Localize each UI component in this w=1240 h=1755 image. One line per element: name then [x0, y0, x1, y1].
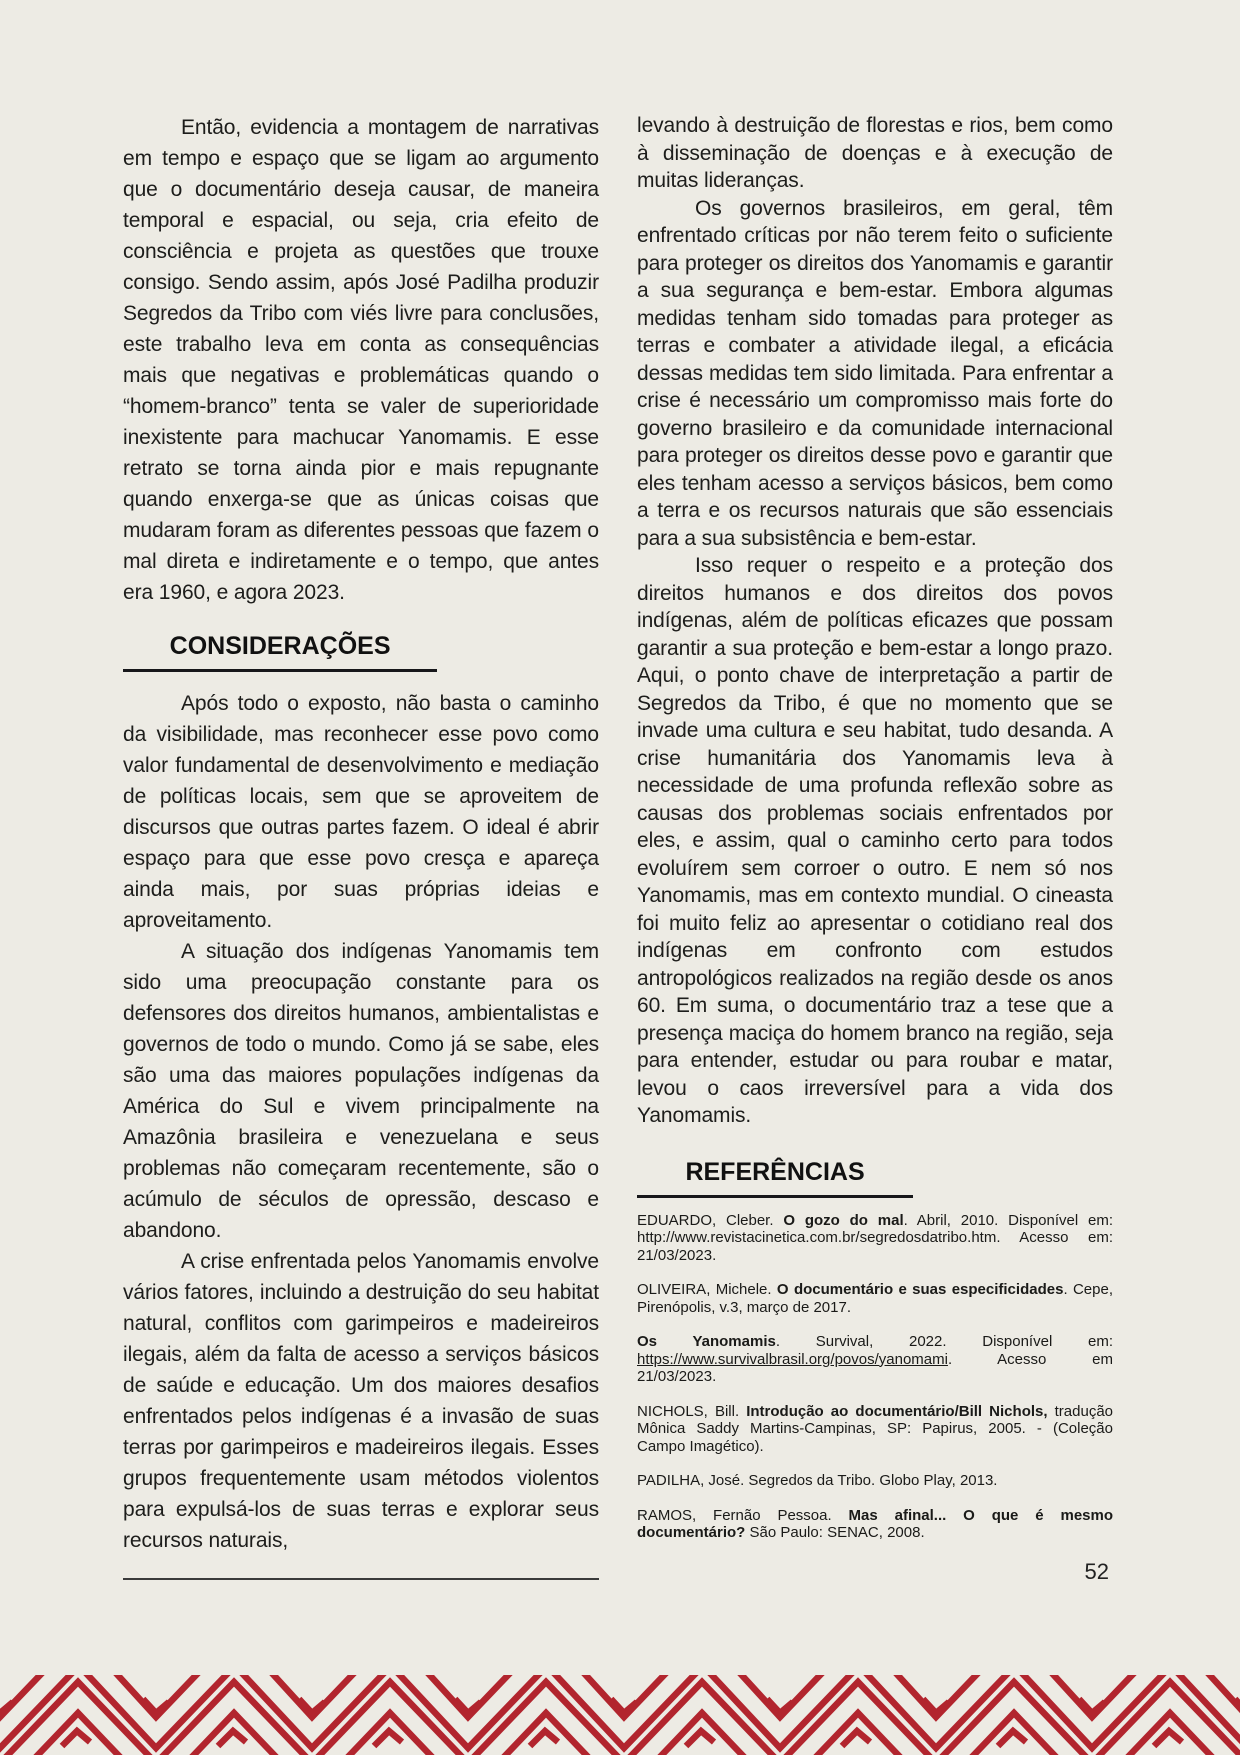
- paragraph: levando à destruição de florestas e rios, bem como à disseminação de doenças e à execução de muitas lideranças.: [637, 114, 1113, 192]
- column-left-body-paragraphs: [123, 688, 599, 1556]
- paragraph: Os governos brasileiros, em geral, têm enfrentado críticas por não terem feito o suficiente para proteger os direitos dos Yanomamis e garantir a sua segurança e bem-estar. Embora algumas medidas tenham sido tomadas para proteger as terras e combater a atividade ilegal, a eficácia dessas medidas tem sido limitada. Para enfrentar a crise é necessário um compromisso mais forte do governo brasileiro e da comunidade internacional para proteger os direitos desse povo e garantir que eles tenham acesso a serviços básicos, bem como a terra e os recursos naturais que são essenciais para a sua subsistência e bem-estar.: [637, 196, 1113, 550]
- considerations-heading: CONSIDERAÇÕES: [123, 632, 437, 672]
- page-number: 52: [1084, 1558, 1109, 1584]
- column-left: [123, 112, 599, 1585]
- page-content: [123, 112, 1113, 1585]
- reference-link[interactable]: https://www.survivalbrasil.org/povos/yanomami: [637, 1350, 948, 1368]
- zigzag-pattern-icon: [0, 1675, 1240, 1755]
- references-list: [637, 1212, 1113, 1542]
- reference-item: NICHOLS, Bill. Introdução ao documentário/Bill Nichols, tradução Mônica Saddy Martins-Campinas, SP: Papirus, 2005. - (Coleção Campo Imagético).: [637, 1402, 1113, 1455]
- reference-item: RAMOS, Fernão Pessoa. Mas afinal... O que é mesmo documentário? São Paulo: SENAC, 2008.: [637, 1506, 1113, 1541]
- reference-item: OLIVEIRA, Michele. O documentário e suas especificidades. Cepe, Pirenópolis, v.3, março de 2017.: [637, 1281, 1113, 1316]
- column-right: [637, 112, 1113, 1585]
- references-heading: REFERÊNCIAS: [637, 1158, 913, 1198]
- paragraph: Então, evidencia a montagem de narrativas em tempo e espaço que se ligam ao argumento que o documentário deseja causar, de maneira temporal e espacial, ou seja, cria efeito de consciência e projeta as questões que trouxe consigo. Sendo assim, após José Padilha produzir Segredos da Tribo com viés livre para conclusões, este trabalho leva em conta as consequências mais que negativas e problemáticas quando o “homem-branco” tenta se valer de superioridade inexistente para machucar Yanomamis. E esse retrato se torna ainda pior e mais repugnante quando enxerga-se que as únicas coisas que mudaram foram as diferentes pessoas que fazem o mal direta e indiretamente e o tempo, que antes era 1960, e agora 2023.: [123, 116, 599, 604]
- reference-item: Os Yanomamis. Survival, 2022. Disponível em: https://www.survivalbrasil.org/povos/yanomami. Acesso em 21/03/2023.: [637, 1333, 1113, 1385]
- column-left-intro-paragraphs: [123, 112, 599, 608]
- reference-item: EDUARDO, Cleber. O gozo do mal. Abril, 2010. Disponível em: http://www.revistacinetica.com.br/segredosdatribo.htm. Acesso em: 21/03/2023.: [637, 1211, 1113, 1264]
- paragraph: Após todo o exposto, não basta o caminho da visibilidade, mas reconhecer esse povo como valor fundamental de desenvolvimento e mediação de políticas locais, sem que se aproveitem de discursos que outras partes fazem. O ideal é abrir espaço para que esse povo cresça e apareça ainda mais, por suas próprias ideias e aproveitamento.: [123, 692, 599, 932]
- paragraph: A situação dos indígenas Yanomamis tem sido uma preocupação constante para os defensores dos direitos humanos, ambientalistas e governos de todo o mundo. Como já se sabe, eles são uma das maiores populações indígenas da América do Sul e vivem principalmente na Amazônia brasileira e venezuelana e seus problemas não começaram recentemente, são o acúmulo de séculos de opressão, descaso e abandono.: [123, 940, 599, 1242]
- tribal-zigzag-border: [0, 1675, 1240, 1755]
- column-right-body-paragraphs: [637, 112, 1113, 1130]
- column-end-rule: [123, 1578, 599, 1580]
- paragraph: A crise enfrentada pelos Yanomamis envolve vários fatores, incluindo a destruição do seu habitat natural, conflitos com garimpeiros e madeireiros ilegais, além da falta de acesso a serviços básicos de saúde e educação. Um dos maiores desafios enfrentados pelos indígenas é a invasão de suas terras por garimpeiros e madeireiros ilegais. Esses grupos frequentemente usam métodos violentos para expulsá-los de suas terras e explorar seus recursos naturais,: [123, 1250, 599, 1552]
- paragraph: Isso requer o respeito e a proteção dos direitos humanos e dos direitos dos povos indígenas, além de políticas eficazes que possam garantir a sua proteção e bem-estar a longo prazo. Aqui, o ponto chave de interpretação a partir de Segredos da Tribo, é que no momento que se invade uma cultura e seu habitat, tudo desanda. A crise humanitária dos Yanomamis leva à necessidade de uma profunda reflexão sobre as causas dos problemas sociais enfrentados por eles, e assim, qual o caminho certo para todos evoluírem sem corroer o outro. E nem só nos Yanomamis, mas em contexto mundial. O cineasta foi muito feliz ao apresentar o cotidiano real dos indígenas em confronto com estudos antropológicos realizados na região desde os anos 60. Em suma, o documentário traz a tese que a presença maciça do homem branco na região, seja para entender, estudar ou para roubar e matar, levou o caos irreversível para a vida dos Yanomamis.: [637, 554, 1113, 1127]
- reference-item: PADILHA, José. Segredos da Tribo. Globo Play, 2013.: [637, 1472, 998, 1489]
